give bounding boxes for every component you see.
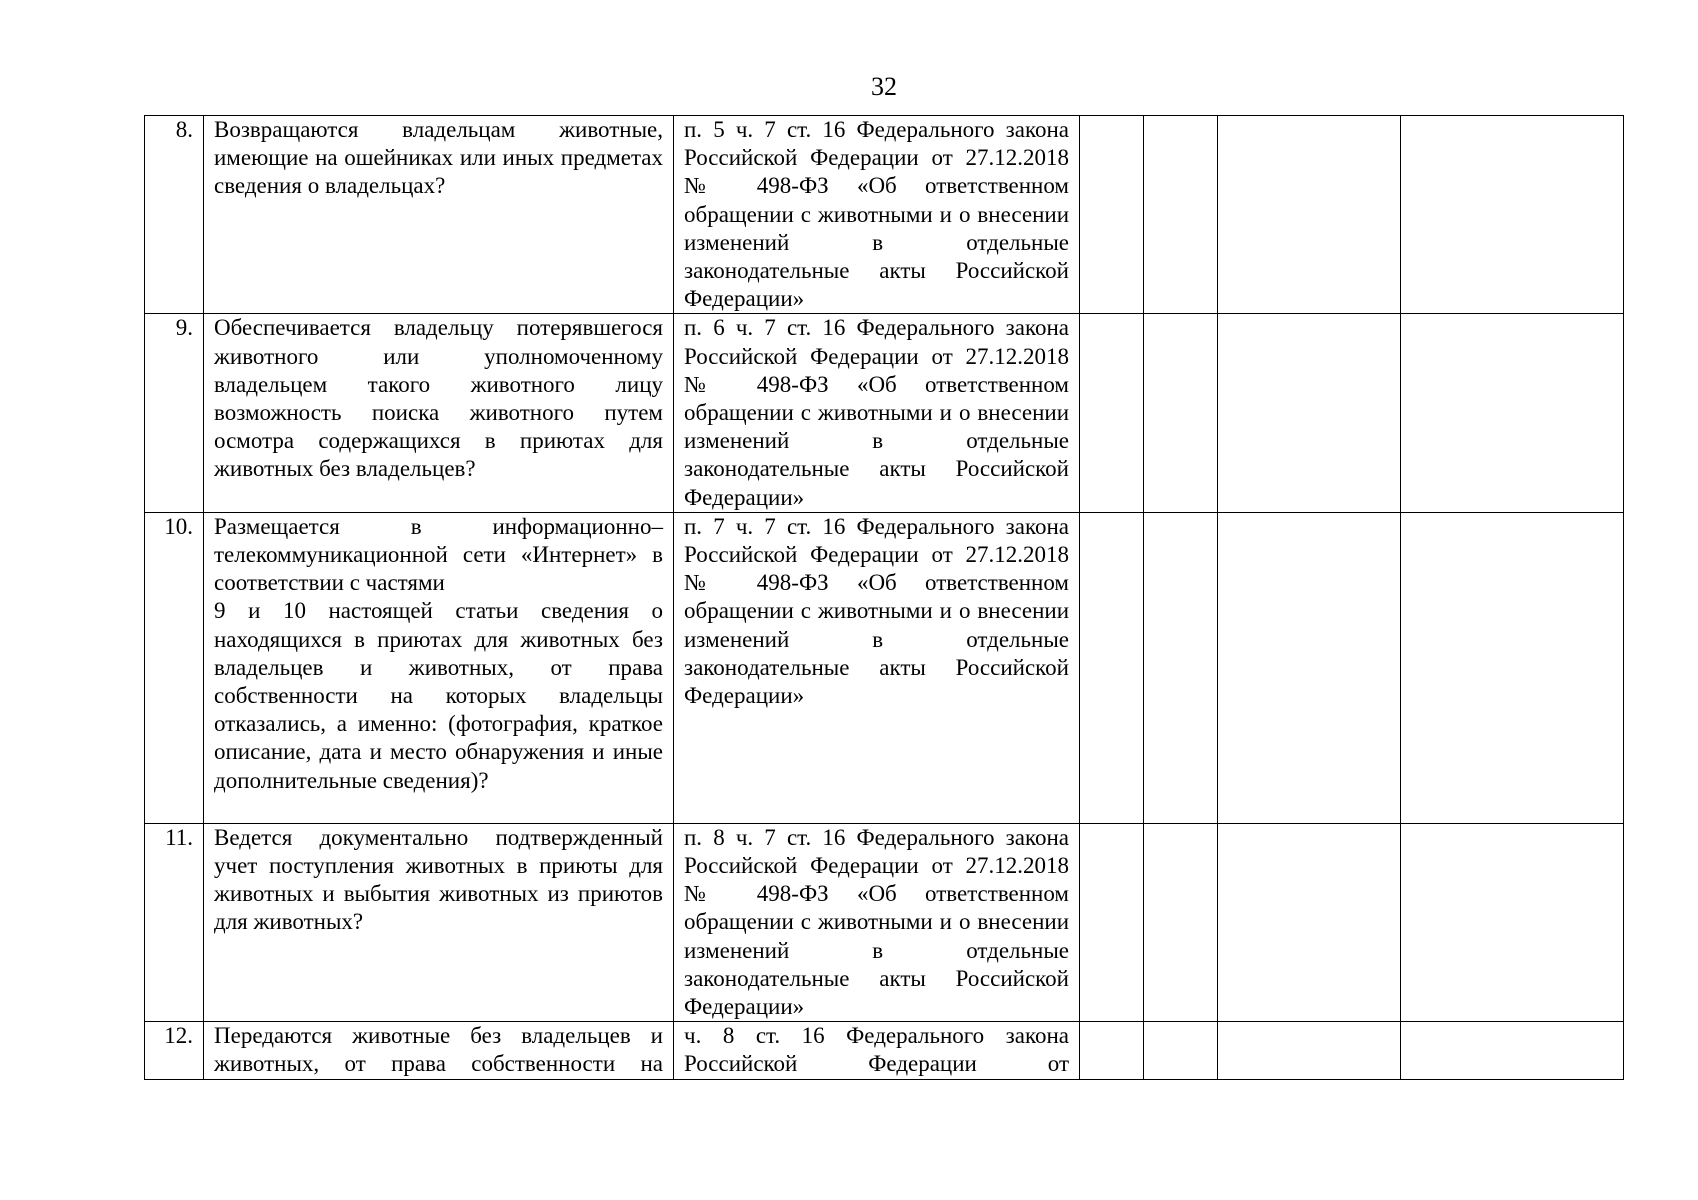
question-cell: Обеспечивается владельцу потерявшегося животного или уполномоченному владельцем такого животного лицу возможность поиска животного путем осмотра содержащихся в приютах для животных без владельцев? — [204, 314, 674, 512]
reference-cell: п. 6 ч. 7 ст. 16 Федерального закона Российской Федерации от 27.12.2018 № 498-ФЗ «Об ответственном обращении с животными и о внесении изменений в отдельные законодательные акты Российской Федерации» — [674, 314, 1080, 512]
table-row — [145, 116, 1624, 314]
answer-cell-not-applicable[interactable] — [1218, 823, 1401, 1021]
table-row — [145, 1022, 1624, 1079]
answer-cell-yes[interactable] — [1080, 1022, 1144, 1079]
notes-cell[interactable] — [1401, 512, 1624, 823]
notes-cell[interactable] — [1401, 314, 1624, 512]
answer-cell-not-applicable[interactable] — [1218, 116, 1401, 314]
question-cell: Возвращаются владельцам животные, имеющие на ошейниках или иных предметах сведения о владельцах? — [204, 116, 674, 314]
row-number: 10. — [145, 512, 204, 823]
answer-cell-yes[interactable] — [1080, 116, 1144, 314]
reference-cell: п. 5 ч. 7 ст. 16 Федерального закона Российской Федерации от 27.12.2018 № 498-ФЗ «Об ответственном обращении с животными и о внесении изменений в отдельные законодательные акты Российской Федерации» — [674, 116, 1080, 314]
checklist-table — [144, 115, 1624, 1080]
page-number: 32 — [871, 72, 897, 101]
row-number: 8. — [145, 116, 204, 314]
question-cell: Передаются животные без владельцев и животных, от права собственности на — [204, 1022, 674, 1079]
answer-cell-not-applicable[interactable] — [1218, 1022, 1401, 1079]
answer-cell-yes[interactable] — [1080, 823, 1144, 1021]
table-row — [145, 314, 1624, 512]
question-cell: Ведется документально подтвержденный учет поступления животных в приюты для животных и выбытия животных из приютов для животных? — [204, 823, 674, 1021]
answer-cell-yes[interactable] — [1080, 512, 1144, 823]
answer-cell-no[interactable] — [1144, 823, 1218, 1021]
notes-cell[interactable] — [1401, 823, 1624, 1021]
answer-cell-not-applicable[interactable] — [1218, 314, 1401, 512]
answer-cell-not-applicable[interactable] — [1218, 512, 1401, 823]
answer-cell-no[interactable] — [1144, 1022, 1218, 1079]
reference-cell: п. 7 ч. 7 ст. 16 Федерального закона Российской Федерации от 27.12.2018 № 498-ФЗ «Об ответственном обращении с животными и о внесении изменений в отдельные законодательные акты Российской Федерации» — [674, 512, 1080, 823]
row-number: 9. — [145, 314, 204, 512]
notes-cell[interactable] — [1401, 116, 1624, 314]
question-text-part1: Размещается в информационно– телекоммуникационной сети «Интернет» в соответствии с частями — [214, 513, 663, 596]
reference-cell: ч. 8 ст. 16 Федерального закона Российской Федерации от — [674, 1022, 1080, 1079]
row-number: 11. — [145, 823, 204, 1021]
answer-cell-no[interactable] — [1144, 314, 1218, 512]
question-cell — [204, 512, 674, 823]
row-number: 12. — [145, 1022, 204, 1079]
answer-cell-no[interactable] — [1144, 512, 1218, 823]
table-row — [145, 823, 1624, 1021]
answer-cell-yes[interactable] — [1080, 314, 1144, 512]
reference-cell: п. 8 ч. 7 ст. 16 Федерального закона Российской Федерации от 27.12.2018 № 498-ФЗ «Об ответственном обращении с животными и о внесении изменений в отдельные законодательные акты Российской Федерации» — [674, 823, 1080, 1021]
table-row — [145, 512, 1624, 823]
notes-cell[interactable] — [1401, 1022, 1624, 1079]
answer-cell-no[interactable] — [1144, 116, 1218, 314]
question-text-part2: 9 и 10 настоящей статьи сведения о находящихся в приютах для животных без владельцев и животных, от права собственности на которых владельцы отказались, а именно: (фотография, краткое описание, дата и место обнаружения и иные дополнительные сведения)? — [214, 598, 663, 793]
